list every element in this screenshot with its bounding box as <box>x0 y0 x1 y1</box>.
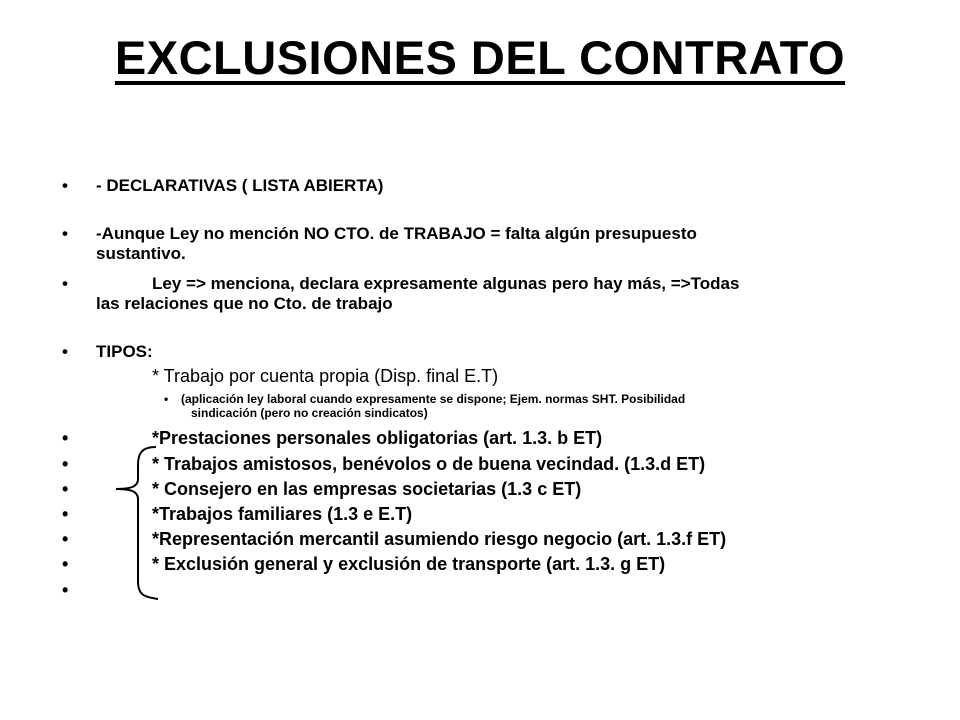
bullet-icon: • <box>62 176 68 195</box>
item-amistosos: * Trabajos amistosos, benévolos o de buena vecindad. (1.3.d ET) <box>152 454 706 474</box>
bullet-icon: • <box>62 580 69 600</box>
item-ley-line1: Ley => menciona, declara expresamente algunas pero hay más, =>Todas <box>152 274 740 293</box>
bullet-icon: • <box>62 554 69 574</box>
subitem-aplicacion-line2: sindicación (pero no creación sindicatos) <box>191 406 428 420</box>
item-ley-line2: las relaciones que no Cto. de trabajo <box>96 294 393 313</box>
slide-title: EXCLUSIONES DEL CONTRATO <box>114 31 846 84</box>
subitem-aplicacion-line1: (aplicación ley laboral cuando expresamente se dispone; Ejem. normas SHT. Posibilidad <box>181 392 686 406</box>
item-aunque-line1: -Aunque Ley no mención NO CTO. de TRABAJO = falta algún presupuesto <box>96 224 697 243</box>
bullet-icon: • <box>62 224 68 243</box>
item-aunque-line2: sustantivo. <box>96 244 186 263</box>
item-declarativas: - DECLARATIVAS ( LISTA ABIERTA) <box>96 176 384 195</box>
item-exclusion: * Exclusión general y exclusión de transporte (art. 1.3. g ET) <box>152 554 666 574</box>
bullet-icon: • <box>62 342 68 361</box>
bullet-icon: • <box>62 479 69 499</box>
item-consejero: * Consejero en las empresas societarias (1.3 c ET) <box>152 479 582 499</box>
item-prestaciones: *Prestaciones personales obligatorias (art. 1.3. b ET) <box>152 428 603 448</box>
bullet-icon: • <box>62 529 69 549</box>
bullet-icon: • <box>62 274 68 293</box>
bullet-icon: • <box>62 454 69 474</box>
bullet-icon: • <box>62 428 69 448</box>
item-trabajo-propia: * Trabajo por cuenta propia (Disp. final E.T) <box>152 366 499 386</box>
item-familiares: *Trabajos familiares (1.3 e E.T) <box>152 504 413 524</box>
item-tipos: TIPOS: <box>96 342 153 361</box>
bullet-icon: • <box>164 392 169 406</box>
bullet-icon: • <box>62 504 69 524</box>
item-representacion: *Representación mercantil asumiendo riesgo negocio (art. 1.3.f ET) <box>152 529 727 549</box>
brace-icon <box>108 445 168 605</box>
